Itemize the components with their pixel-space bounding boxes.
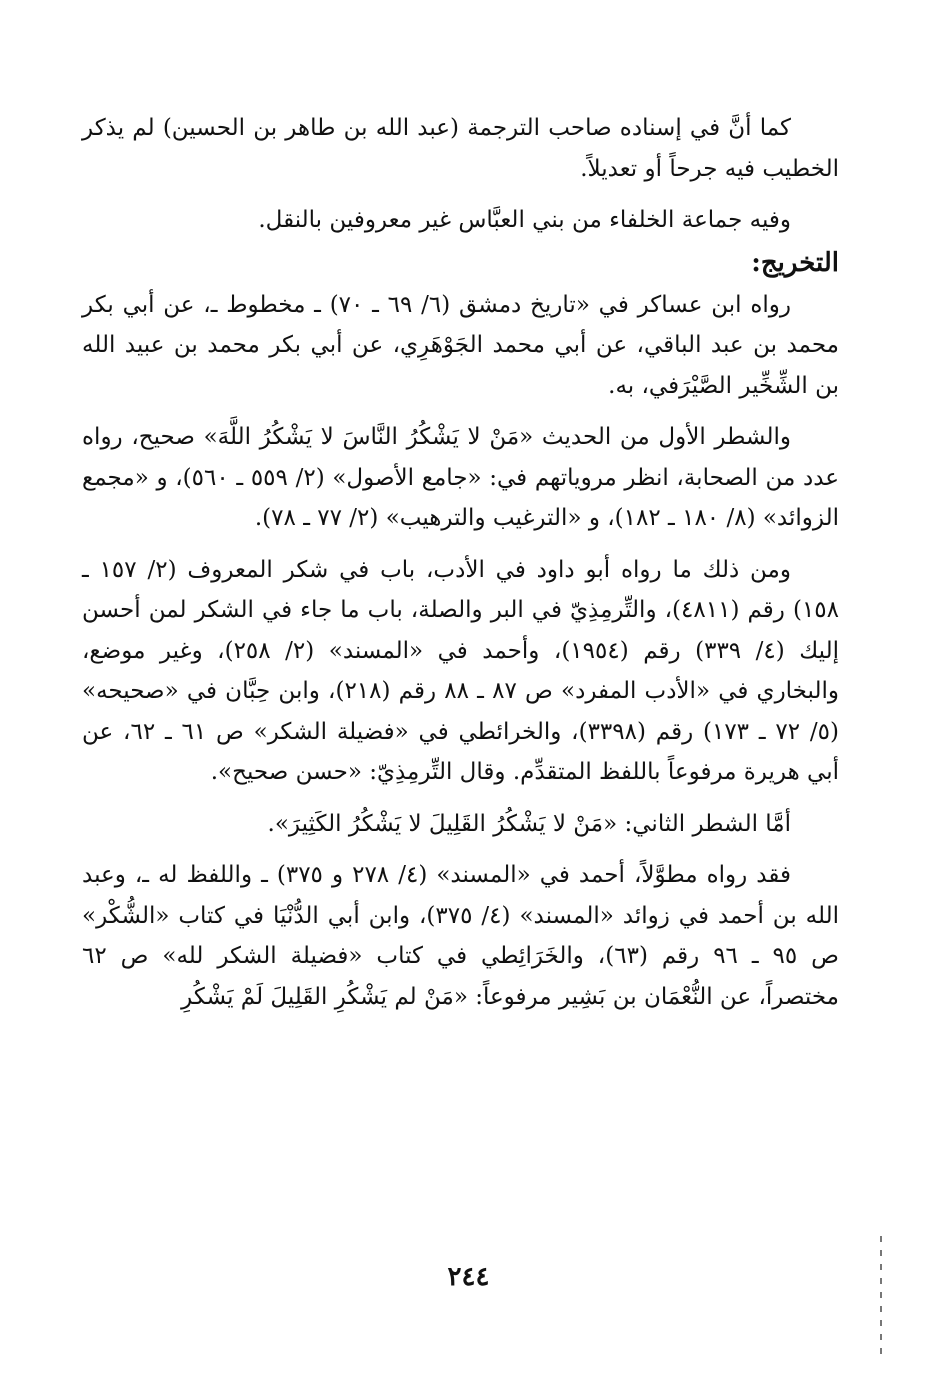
paragraph-ibn-asakir: رواه ابن عساكر في «تاريخ دمشق (٦/ ٦٩ ـ ٧٠) ـ مخطوط ـ، عن أبي بكر محمد بن عبد الباقي، عن أبي محمد الجَوْهَرِي، عن أبي بكر محمد بن عبيد الله بن الشِّخِّير الصَّيْرَفي، به. <box>82 291 839 399</box>
paragraph-second-part: أمَّا الشطر الثاني: «مَنْ لا يَشْكُرُ القَلِيلَ لا يَشْكُرُ الكَثِيرَ». <box>267 810 791 837</box>
paragraph-ahmad: فقد رواه مطوَّلاً، أحمد في «المسند» (٤/ ٢٧٨ و ٣٧٥) ـ واللفظ له ـ، وعبد الله بن أحمد في زوائد «المسند» (٤/ ٣٧٥)، وابن أبي الدُّنْيَا في كتاب «الشُّكْر» ص ٩٥ ـ ٩٦ رقم (٦٣)، والخَرَائِطي في كتاب «فضيلة الشكر لله» ص ٦٢ مختصراً، عن النُّعْمَان بن بَشِير مرفوعاً: «مَنْ لم يَشْكُرِ القَلِيلَ لَمْ يَشْكُرِ <box>82 862 839 1010</box>
section-heading-takhrij: التخريج: <box>751 247 839 278</box>
page-body <box>82 108 839 1017</box>
paragraph-caliphs-note: وفيه جماعة الخلفاء من بني العبَّاس غير معروفين بالنقل. <box>258 207 791 233</box>
scan-edge-mark <box>880 1236 882 1354</box>
paragraph-abu-dawud: ومن ذلك ما رواه أبو داود في الأدب، باب في شكر المعروف (٢/ ١٥٧ ـ ١٥٨) رقم (٤٨١١)، والتِّرمِذِيّ في البر والصلة، باب ما جاء في الشكر لمن أحسن إليك (٤/ ٣٣٩) رقم (١٩٥٤)، وأحمد في «المسند» (٢/ ٢٥٨)، وغير موضع، والبخاري في «الأدب المفرد» ص ٨٧ ـ ٨٨ رقم (٢١٨)، وابن حِبَّان في «صحيحه» (٥/ ٧٢ ـ ١٧٣) رقم (٣٣٩٨)، والخرائطي في «فضيلة الشكر» ص ٦١ ـ ٦٢، عن أبي هريرة مرفوعاً باللفظ المتقدِّم. وقال التِّرمِذِيّ: «حسن صحيح». <box>82 556 839 785</box>
page-number: ٢٤٤ <box>447 1262 490 1292</box>
paragraph-first-part: والشطر الأول من الحديث «مَنْ لا يَشْكُرُ النَّاسَ لا يَشْكُرُ اللَّهَ» صحيح، رواه عدد من الصحابة، انظر مروياتهم في: «جامع الأصول» (٢/ ٥٥٩ ـ ٥٦٠)، و «مجمع الزوائد» (٨/ ١٨٠ ـ ١٨٢)، و «الترغيب والترهيب» (٢/ ٧٧ ـ ٧٨). <box>82 424 839 531</box>
paragraph-isnad-note: كما أنَّ في إسناده صاحب الترجمة (عبد الله بن طاهر بن الحسين) لم يذكر الخطيب فيه جرحاً أو تعديلاً. <box>82 115 839 182</box>
